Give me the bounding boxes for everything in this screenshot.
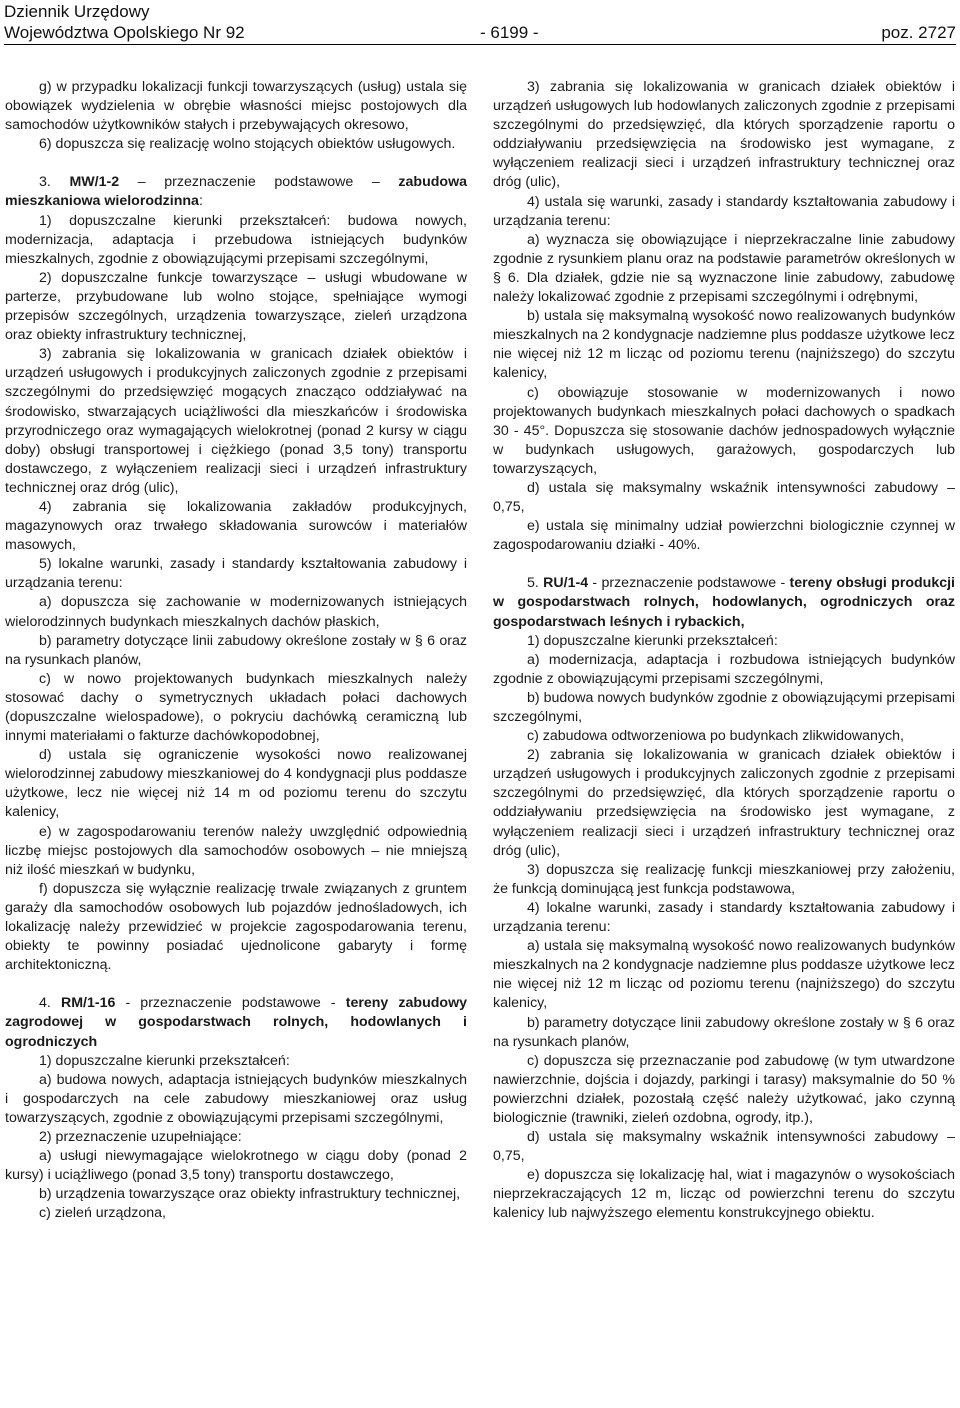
heading-text: : — [198, 193, 203, 210]
journal-title: Dziennik Urzędowy — [4, 2, 150, 21]
paragraph: d) ustala się maksymalny wskaźnik intensywności zabudowy – 0,75, — [493, 1129, 955, 1165]
paragraph: b) parametry dotyczące linii zabudowy określone zostały w § 6 oraz na rysunkach planów, — [5, 632, 467, 668]
heading-bold-text: RM/1-16 — [60, 995, 116, 1012]
heading-text: 5. — [527, 575, 544, 592]
paragraph: b) ustala się maksymalną wysokość nowo realizowanych budynków mieszkalnych na 2 kondygnacje nadziemne plus poddasze użytkowe lecz nie więcej niż 12 m licząc od poziomu terenu (najniższego) do szczytu kalenicy, — [493, 308, 955, 382]
paragraph: e) w zagospodarowaniu terenów należy uwzględnić odpowiednią liczbę miejsc postojowych dla samochodów osobowych – nie mniejszą niż ilość mieszkań w budynku, — [5, 823, 467, 878]
heading-text: 3. — [39, 174, 70, 191]
paragraph: 4) ustala się warunki, zasady i standardy kształtowania zabudowy i urządzania terenu: — [493, 193, 955, 229]
heading-bold-text: MW/1-2 — [69, 174, 120, 191]
paragraph: 3) zabrania się lokalizowania w granicach działek obiektów i urządzeń usługowych lub hodowlanych zaliczonych zgodnie z przepisami szczególnymi do przedsięwzięć, dla których sporządzenie raportu o oddziaływaniu przedsięwzięcia na środowisko jest wymagane, z wyłączeniem realizacji sieci i urządzeń infrastruktury technicznej oraz dróg (ulic), — [493, 79, 955, 191]
position-number: poz. 2727 — [881, 23, 956, 42]
heading-bold-text: RU/1-4 — [543, 575, 589, 592]
paragraph: 6) dopuszcza się realizację wolno stojących obiektów usługowych. — [39, 136, 456, 153]
paragraph: a) ustala się maksymalną wysokość nowo realizowanych budynków mieszkalnych na 2 kondygnacje nadziemne plus poddasze użytkowe lecz nie więcej niż 12 m licząc od poziomu terenu (najniższego) do szczytu kalenicy, — [493, 938, 955, 1012]
paragraph: 4) lokalne warunki, zasady i standardy kształtowania zabudowy i urządzania terenu: — [493, 899, 955, 936]
page-header — [4, 0, 956, 45]
heading-text: 4. — [39, 995, 61, 1012]
paragraph: 2) dopuszczalne funkcje towarzyszące – usługi wbudowane w parterze, przybudowane lub wolno stojące, spełniające wymogi przepisów szczególnych, urządzenia towarzyszące, zieleń urządzona oraz obiekty infrastruktury technicznej, — [5, 269, 467, 344]
heading-bold-text: tereny obsługi produkcji w gospodarstwach rolnych, hodowlanych, ogrodniczych oraz gospodarstwach leśnych i rybackich, — [493, 575, 956, 630]
paragraph: c) dopuszcza się przeznaczanie pod zabudowę (w tym utwardzone nawierzchnie, dojścia i dojazdy, parkingi i tarasy) maksymalnie do 50 % powierzchni działek, pozostałą część należy użytkować, jako czynną biologicznie (trawniki, zieleń ozdobna, ogrody, itp.), — [493, 1052, 955, 1126]
section-heading — [5, 173, 467, 211]
paragraph: b) urządzenia towarzyszące oraz obiekty infrastruktury technicznej, — [39, 1186, 461, 1203]
heading-text: – przeznaczenie podstawowe – — [119, 174, 399, 191]
heading-text: - przeznaczenie podstawowe - — [588, 575, 790, 592]
paragraph: c) zabudowa odtworzeniowa po budynkach zlikwidowanych, — [527, 728, 904, 745]
paragraph: c) zieleń urządzona, — [39, 1205, 166, 1222]
paragraph: 1) dopuszczalne kierunki przekształceń: budowa nowych, modernizacja, adaptacja i przebudowa istniejących budynków mieszkalnych, zgodnie z obowiązującymi przepisami szczególnymi, — [5, 212, 467, 267]
left-text-column — [5, 78, 467, 1223]
paragraph: e) ustala się minimalny udział powierzchni biologicznie czynnej w zagospodarowaniu działki - 40%. — [493, 518, 955, 554]
paragraph: b) budowa nowych budynków zgodnie z obowiązującymi przepisami szczególnymi, — [493, 689, 955, 725]
paragraph: a) wyznacza się obowiązujące i nieprzekraczalne linie zabudowy zgodnie z rysunkiem planu oraz na podstawie parametrów określonych w § 6. Dla działek, gdzie nie są wyznaczone linie zabudowy, zabudowę należy lokalizować zgodnie z przepisami szczególnymi i odrębnymi, — [493, 231, 955, 306]
right-text-column — [493, 78, 955, 1224]
paragraph: e) dopuszcza się lokalizację hal, wiat i magazynów o wysokościach nieprzekraczających 12 m, licząc od powierzchni terenu do szczytu kalenicy lub najwyższego elementu konstrukcyjnego obiektu. — [493, 1167, 955, 1222]
paragraph: a) modernizacja, adaptacja i rozbudowa istniejących budynków zgodnie z obowiązującymi przepisami szczególnymi, — [493, 651, 955, 687]
paragraph: a) usługi niewymagające wielokrotnego w ciągu doby (ponad 2 kursy) i uciążliwego (ponad 3,5 tony) transportu dostawczego, — [5, 1148, 467, 1184]
paragraph: d) ustala się ograniczenie wysokości nowo realizowanej wielorodzinnej zabudowy mieszkaniowej do 4 kondygnacji plus poddasze użytkowe, lecz nie więcej niż 14 m od poziomu terenu do szczytu kalenicy, — [5, 747, 467, 821]
paragraph: c) w nowo projektowanych budynkach mieszkalnych należy stosować dachy o symetrycznych układach połaci dachowych (dopuszczalne wielospadowe), o pokryciu dachówką ceramiczną lub innymi materiałami o fakturze dachówkopodobnej, — [5, 670, 467, 745]
paragraph: 2) przeznaczenie uzupełniające: — [39, 1128, 242, 1145]
paragraph: a) dopuszcza się zachowanie w modernizowanych istniejących wielorodzinnych budynkach mieszkalnych dachów płaskich, — [5, 594, 467, 630]
paragraph: 2) zabrania się lokalizowania w granicach działek obiektów i urządzeń usługowych i produkcyjnych zaliczonych zgodnie z przepisami szczególnymi do przedsięwzięć, dla których sporządzenie raportu o oddziaływaniu przedsięwzięcia na środowisko jest wymagane, z wyłączeniem realizacji sieci i urządzeń infrastruktury technicznej oraz dróg (ulic), — [493, 747, 955, 859]
journal-issue: Województwa Opolskiego Nr 92 — [4, 23, 245, 42]
paragraph: c) obowiązuje stosowanie w modernizowanych i nowo projektowanych budynkach mieszkalnych połaci dachowych o spadkach 30 - 45°. Dopuszcza się stosowanie dachów jednospadowych wyłącznie w budynkach usługowych, garażowych, gospodarczych lub towarzyszących, — [493, 384, 955, 477]
paragraph: 3) zabrania się lokalizowania w granicach działek obiektów i urządzeń usługowych i produkcyjnych zaliczonych zgodnie z przepisami szczególnymi do przedsięwzięć mogących znacząco oddziaływać na środowisko, stwarzających uciążliwości dla mieszkańców i środowiska przyrodniczego oraz wymagających wielokrotnej (ponad 2 kursy w ciągu doby) obsługi transportowej i ciężkiego (ponad 3,5 tony) transportu dostawczego, z wyłączeniem realizacji sieci i urządzeń infrastruktury technicznej oraz dróg (ulic), — [5, 346, 467, 496]
section-heading — [5, 994, 467, 1051]
paragraph: f) dopuszcza się wyłącznie realizację trwale związanych z gruntem garaży dla samochodów osobowych lub pojazdów jednośladowych, ich lokalizację należy przewidzieć w projekcie zagospodarowania terenu, obiekty te powinny posiadać ujednolicone gabaryty i formę architektoniczną. — [5, 880, 467, 974]
paragraph: a) budowa nowych, adaptacja istniejących budynków mieszkalnych i gospodarczych na cele zabudowy mieszkaniowej oraz usług towarzyszących, zgodnie z obowiązującymi przepisami szczególnymi, — [5, 1071, 467, 1126]
heading-bold-text: zabudowa mieszkaniowa wielorodzinna — [5, 174, 467, 210]
heading-text: - przeznaczenie podstawowe - — [115, 995, 346, 1012]
paragraph: d) ustala się maksymalny wskaźnik intensywności zabudowy – 0,75, — [493, 479, 955, 516]
heading-bold-text: tereny zabudowy zagrodowej w gospodarstwach rolnych, hodowlanych i ogrodniczych — [5, 995, 468, 1050]
section-heading — [493, 574, 955, 631]
paragraph: 4) zabrania się lokalizowania zakładów produkcyjnych, magazynowych oraz trwałego składowania surowców i materiałów masowych, — [5, 498, 467, 554]
paragraph: 3) dopuszcza się realizację funkcji mieszkaniowej przy założeniu, że funkcją dominującą jest funkcja podstawowa, — [493, 861, 955, 897]
paragraph: 1) dopuszczalne kierunki przekształceń: — [527, 632, 778, 649]
paragraph: b) parametry dotyczące linii zabudowy określone zostały w § 6 oraz na rysunkach planów, — [493, 1014, 955, 1050]
paragraph: 1) dopuszczalne kierunki przekształceń: — [39, 1052, 290, 1069]
paragraph: g) w przypadku lokalizacji funkcji towarzyszących (usług) ustala się obowiązek wydzielenia w obrębie własności miejsc postojowych dla samochodów użytkowników stałych i przebywających okresowo, — [5, 79, 467, 134]
paragraph: 5) lokalne warunki, zasady i standardy kształtowania zabudowy i urządzania terenu: — [5, 556, 467, 592]
page-number: - 6199 - — [480, 23, 539, 42]
